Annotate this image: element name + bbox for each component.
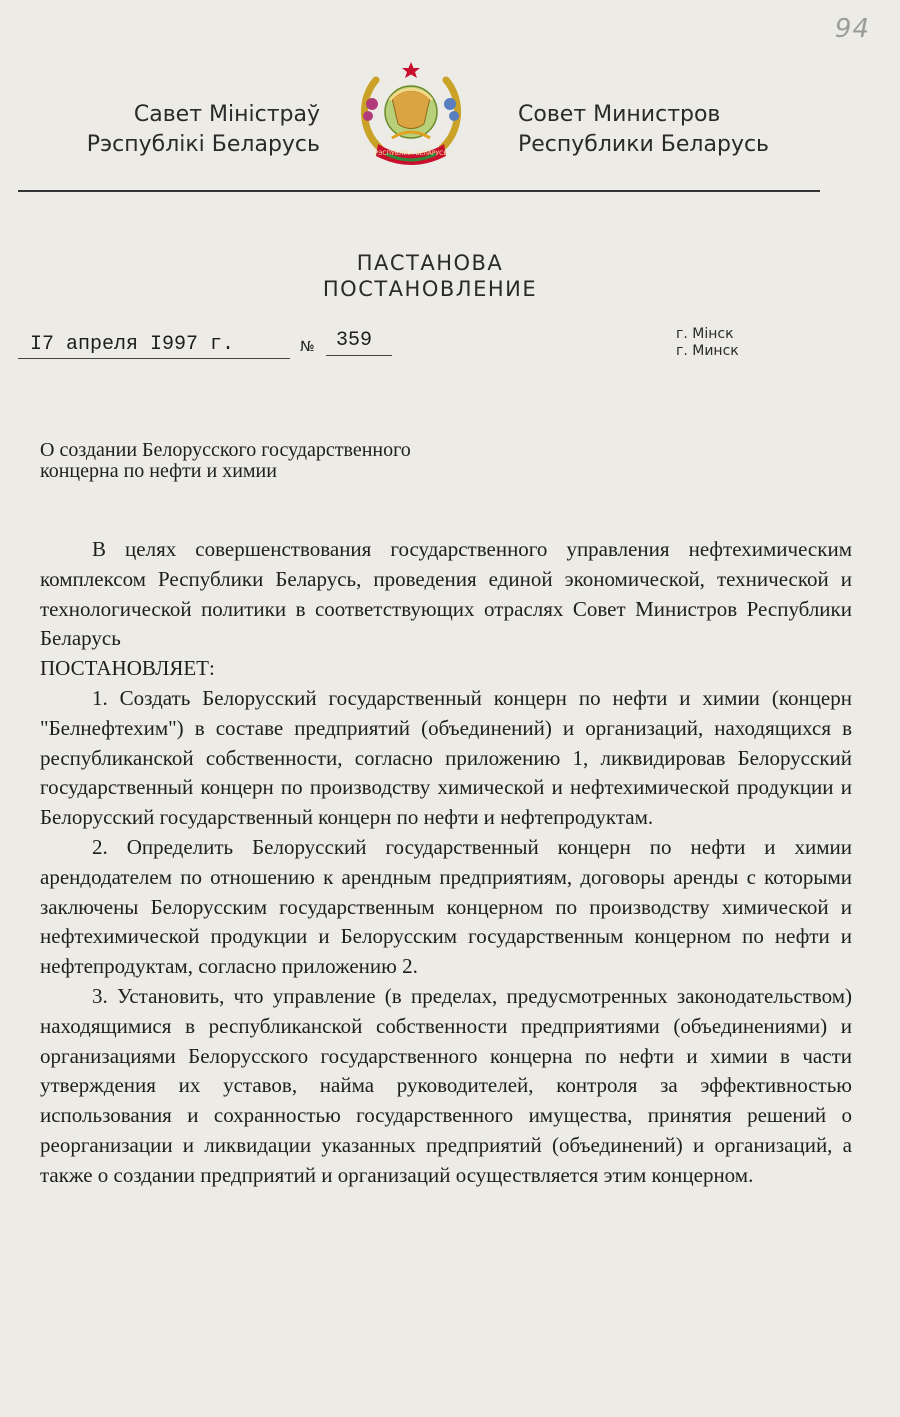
city-belarusian: г. Мінск [676, 326, 734, 342]
header-belarusian [0, 100, 320, 160]
header-right-line2: Республики Беларусь [518, 132, 770, 157]
city [676, 326, 739, 360]
document-title-line1: О создании Белорусского государственного [40, 439, 411, 461]
clause-2: 2. Определить Белорусский государственный концерн по нефти и химии арендодателем по отношению к арендным предприятиям, договоры аренды с которыми заключены Белорусским государственным концерном по производству химической и нефтехимической продукции и Белорусским государственным концерном по нефти и нефтепродуктам, согласно приложению 2. [40, 834, 852, 979]
emblem-ribbon-text: РЭСПУБЛІКА БЕЛАРУСЬ [374, 150, 448, 157]
page-number: 94 [834, 14, 870, 44]
document-date: I7 апреля I997 г. [18, 331, 290, 359]
clause-3: 3. Установить, что управление (в пределах, предусмотренных законодательством) находящимися в республиканской собственности предприятиями (объединениями) и организациями Белорусского государственного концерна по нефти и химии в части утверждения их уставов, найма руководителей, контроля за эффективностью использования и сохранностью государственного имущества, принятия решений о реорганизации и ликвидации указанных предприятий (объединений) и организаций, а также о создании предприятий и организаций осуществляется этим концерном. [40, 983, 852, 1187]
preamble-paragraph: В целях совершенствования государственного управления нефтехимическим комплексом Республики Беларусь, проведения единой экономической, технической и технологической политики в соответствующих отраслях Совет Министров Республики Беларусь [40, 537, 852, 651]
document-type-russian: ПОСТАНОВЛЕНИЕ [322, 277, 538, 301]
state-emblem-icon [352, 60, 470, 172]
header-right-line1: Совет Министров [518, 102, 721, 127]
number-label: № [300, 339, 315, 355]
header-left-line2: Рэспублікі Беларусь [86, 132, 320, 157]
document-body [40, 535, 852, 1191]
header-left-line1: Савет Міністраў [133, 102, 320, 127]
document-title-line2: концерна по нефти и химии [40, 460, 277, 482]
document-title [40, 440, 560, 482]
clause-1: 1. Создать Белорусский государственный концерн по нефти и химии (концерн "Белнефтехим") в составе предприятий (объединений) и организаций, находящихся в республиканской собственности, согласно приложению 1, ликвидировав Белорусский государственный концерн по производству химической и нефтехимической продукции и Белорусский государственный концерн по нефти и нефтепродуктам. [40, 685, 852, 830]
resolves-heading: ПОСТАНОВЛЯЕТ: [40, 656, 215, 681]
city-russian: г. Минск [676, 343, 739, 359]
header-divider [18, 190, 820, 192]
document-type-belarusian: ПАСТАНОВА [356, 251, 504, 275]
document-number: 359 [326, 328, 392, 356]
header-russian [518, 100, 858, 160]
document-type [260, 250, 600, 302]
